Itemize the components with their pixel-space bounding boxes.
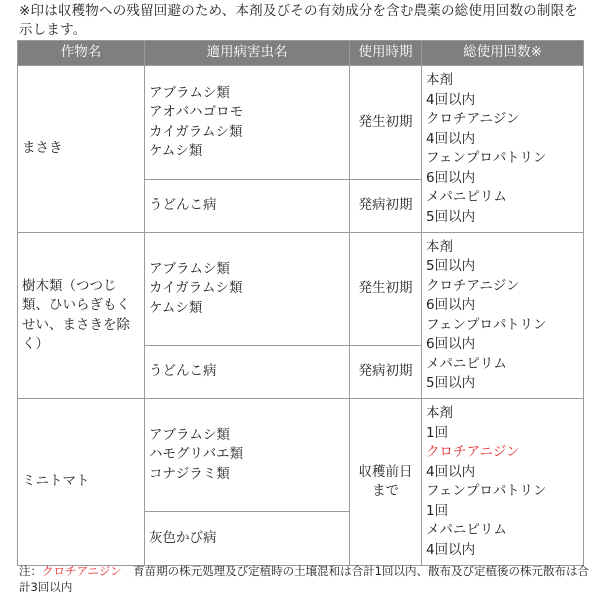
timing-cell: 発生初期: [350, 233, 422, 346]
footnote: [19, 563, 589, 595]
pest-cell: [145, 233, 350, 346]
count-value: 5回以内: [426, 208, 476, 225]
count-label: フェンプロパトリン: [426, 150, 547, 166]
pest-name: ハモグリバエ類: [149, 446, 244, 463]
count-value: 1回: [426, 502, 449, 519]
pest-cell: [145, 66, 350, 180]
count-value: 5回以内: [426, 258, 476, 274]
count-label: 本剤: [426, 238, 453, 255]
pest-name: コナジラミ類: [149, 465, 230, 482]
counts-cell: [422, 399, 584, 566]
header-timing: 使用時期: [350, 41, 422, 66]
table-header-row: [18, 41, 584, 66]
timing-cell: 発病初期: [350, 346, 422, 399]
count-value: 4回以内: [426, 130, 476, 147]
count-label: フェンプロパトリン: [426, 483, 547, 499]
pest-cell: [145, 399, 350, 512]
pest-name: アブラムシ類: [149, 260, 230, 277]
header-crop: 作物名: [18, 41, 145, 66]
usage-table: [17, 40, 584, 566]
count-value: 6回以内: [426, 297, 476, 313]
count-label: メパニピリム: [426, 189, 507, 205]
header-total-uses: 総使用回数※: [422, 41, 584, 66]
footnote-prefix: 注：: [19, 564, 42, 578]
pest-name: ケムシ類: [149, 143, 203, 159]
count-label: メパニピリム: [426, 355, 507, 372]
pest-cell: [145, 180, 350, 233]
count-value: 4回以内: [426, 541, 476, 558]
count-label: 本剤: [426, 405, 453, 421]
count-value: 1回: [426, 424, 449, 441]
table-row: [18, 399, 584, 512]
pest-name: 灰色かび病: [149, 529, 217, 546]
counts-cell: [422, 66, 584, 233]
pest-name: アブラムシ類: [149, 84, 230, 101]
table-row: [18, 233, 584, 346]
pest-name: うどんこ病: [149, 363, 217, 380]
pest-name: ケムシ類: [149, 299, 203, 316]
pest-name: アブラムシ類: [149, 426, 230, 443]
pest-cell: [145, 346, 350, 399]
count-value: 6回以内: [426, 336, 476, 352]
pest-name: うどんこ病: [149, 197, 217, 214]
pest-name: カイガラムシ類: [149, 123, 243, 140]
crop-cell: まさき: [18, 66, 145, 233]
count-value: 5回以内: [426, 375, 476, 391]
counts-cell: [422, 233, 584, 399]
count-label: メパニピリム: [426, 522, 507, 538]
pest-cell: [145, 512, 350, 566]
count-label: クロチアニジン: [426, 111, 520, 127]
timing-cell: 収穫前日まで: [350, 399, 422, 566]
intro-text: ※印は収穫物への残留回避のため、本剤及びその有効成分を含む農薬の総使用回数の制限を示します。: [19, 3, 578, 38]
footnote-text: 育苗期の株元処理及び定植時の土壌混和は合計1回以内、散布及び定植後の株元散布は合計3回以内: [19, 564, 589, 594]
header-pest: 適用病害虫名: [145, 41, 350, 66]
count-value: 4回以内: [426, 91, 476, 108]
count-label: フェンプロパトリン: [426, 316, 547, 333]
timing-cell: 発生初期: [350, 66, 422, 180]
pest-name: カイガラムシ類: [149, 280, 243, 297]
table-row: [18, 66, 584, 180]
crop-cell: 樹木類（つつじ類、ひいらぎもくせい、まさきを除く）: [18, 233, 145, 399]
count-label-highlight: クロチアニジン: [426, 444, 520, 460]
footnote-highlight: クロチアニジン: [42, 564, 122, 578]
count-value: 6回以内: [426, 169, 476, 186]
count-value: 4回以内: [426, 463, 476, 480]
pest-name: アオバハゴロモ: [149, 104, 244, 120]
crop-cell: ミニトマト: [18, 399, 145, 566]
count-label: 本剤: [426, 72, 453, 88]
timing-cell: 発病初期: [350, 180, 422, 233]
count-label: クロチアニジン: [426, 277, 520, 294]
